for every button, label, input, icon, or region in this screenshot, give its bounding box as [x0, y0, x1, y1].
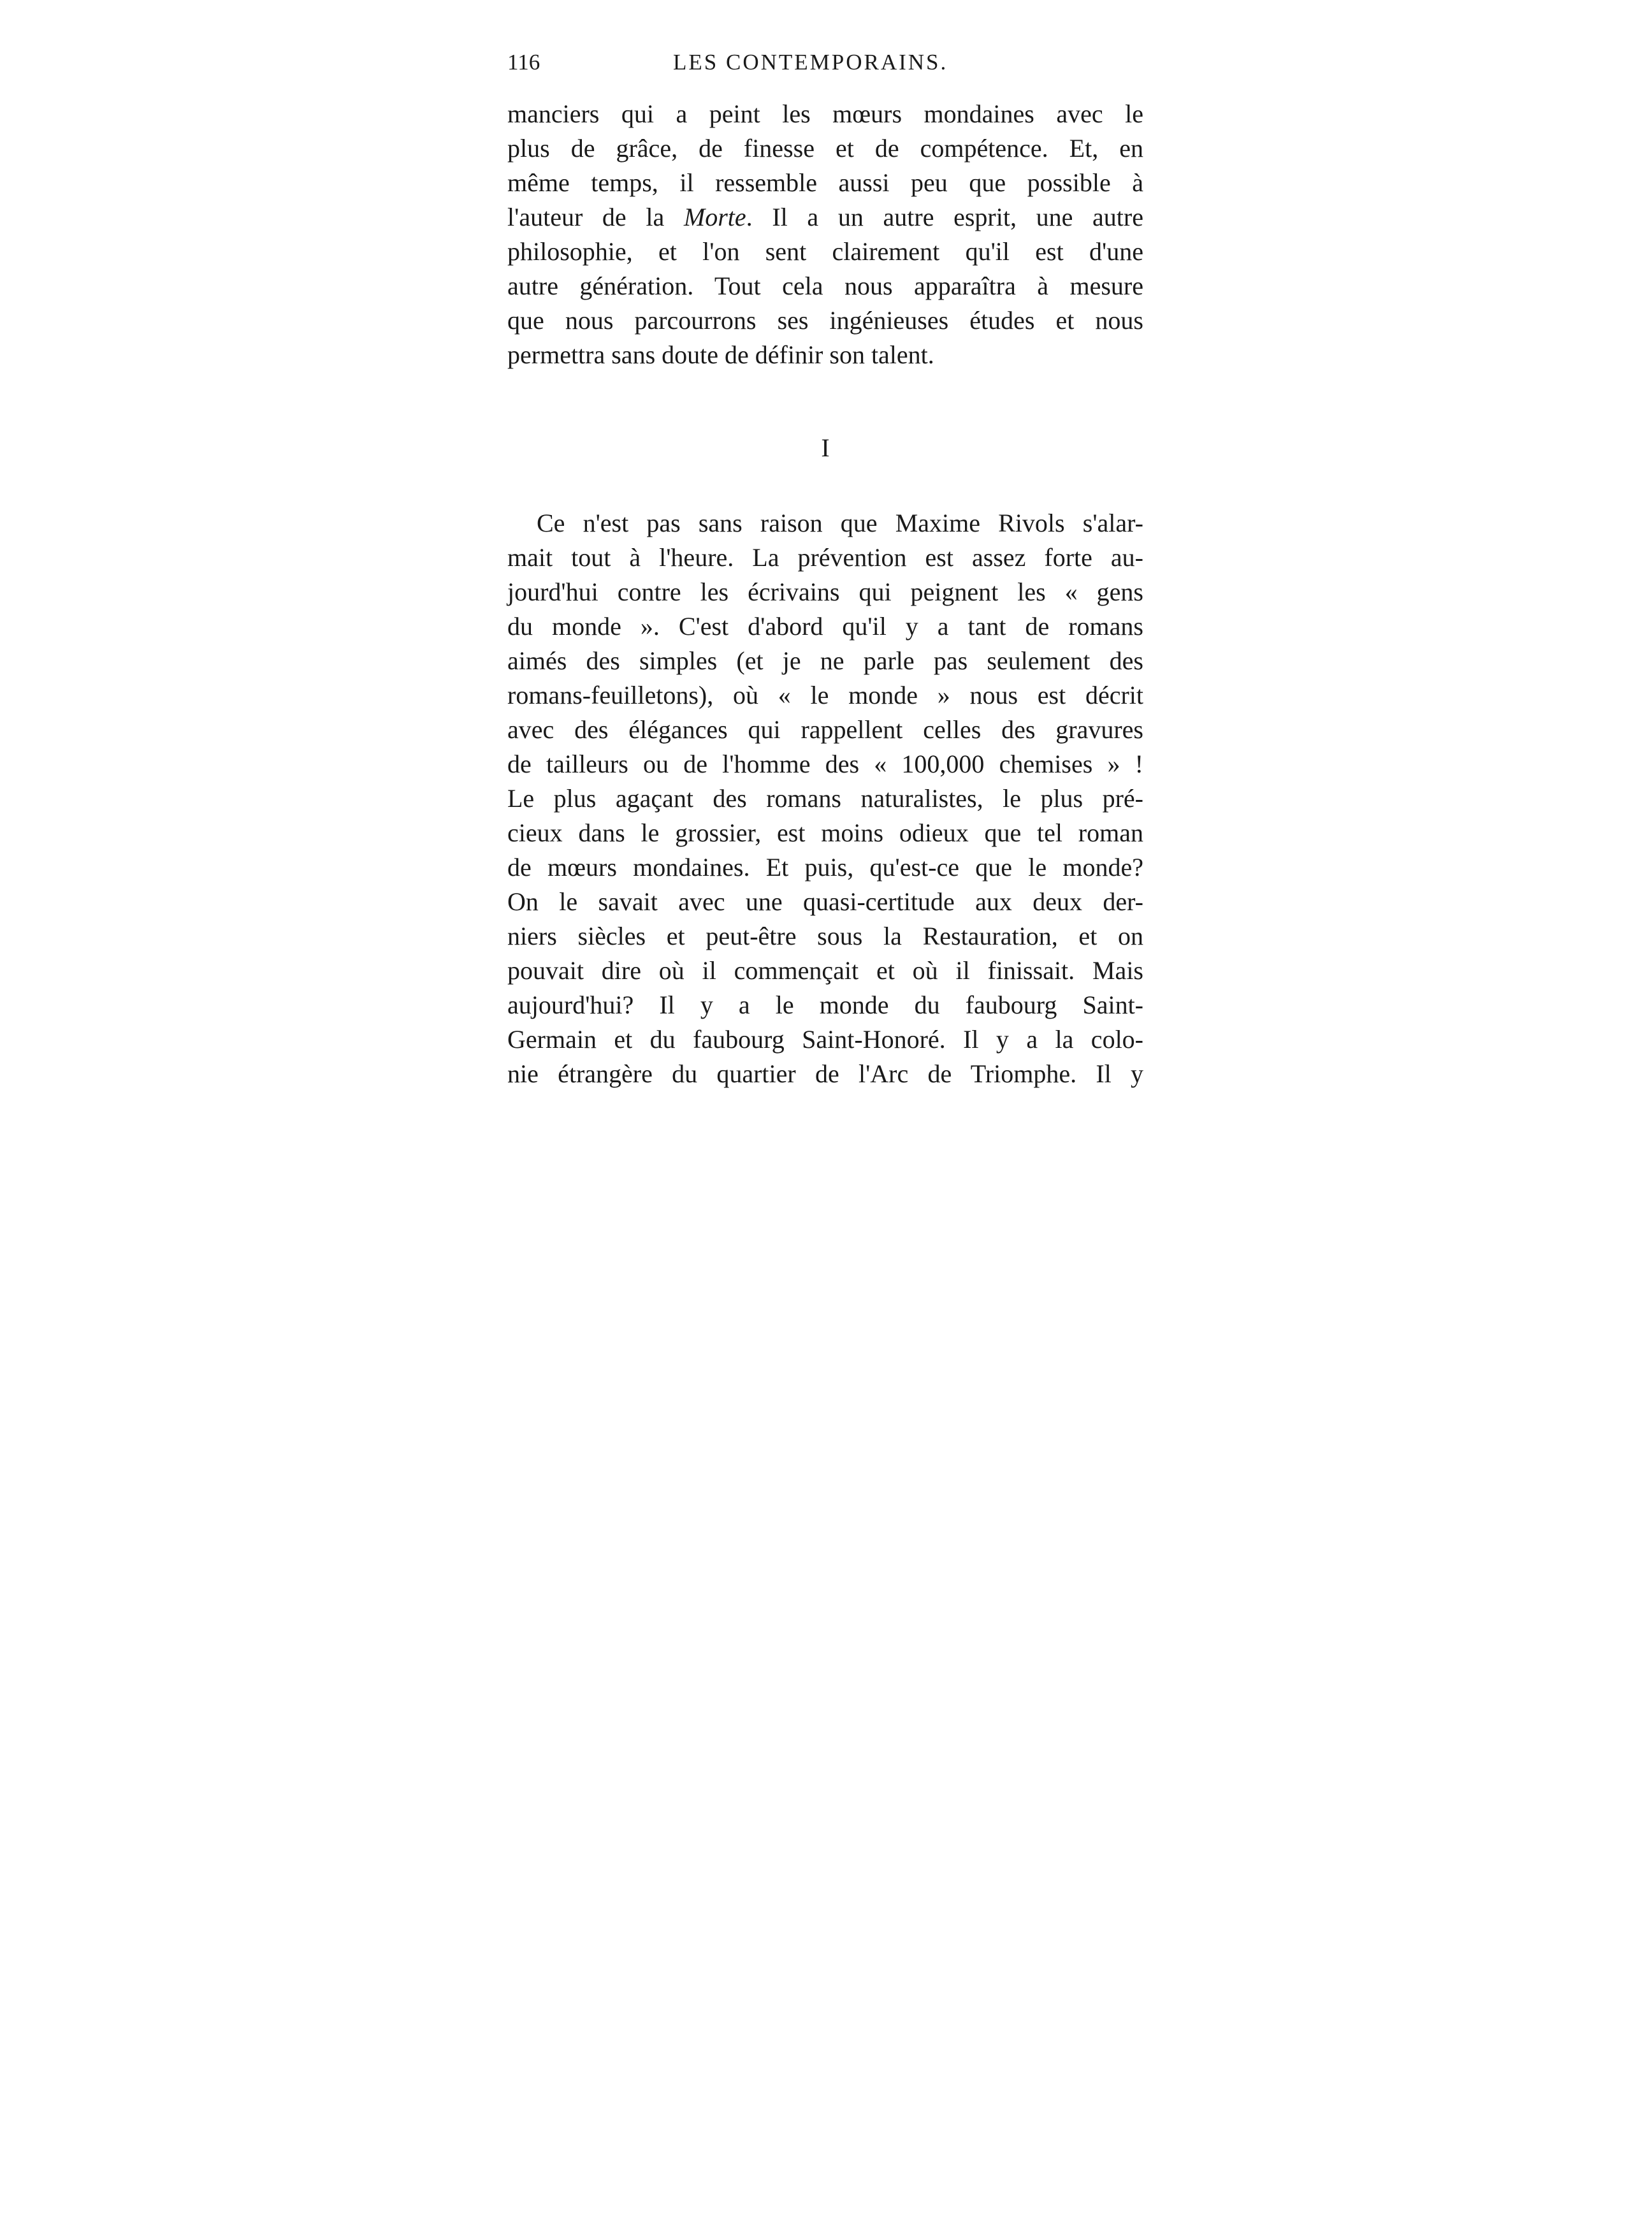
text-line: Germain et du faubourg Saint-Honoré. Il y a la colo- [507, 1025, 1143, 1054]
text-line: philosophie, et l'on sent clairement qu'il est d'une [507, 237, 1143, 266]
text-line: manciers qui a peint les mœurs mondaines avec le [507, 99, 1143, 128]
text-fragment: . Il a un autre esprit, une autre [746, 203, 1143, 231]
text-line: niers siècles et peut-être sous la Restauration, et on [507, 922, 1143, 950]
italic-title: Morte [683, 203, 746, 231]
paragraph-top [507, 97, 1143, 372]
page-number: 116 [507, 50, 540, 75]
text-line-with-italic [507, 200, 1143, 235]
text-line: permettra sans doute de définir son talent. [507, 340, 934, 369]
text-line: plus de grâce, de finesse et de compétence. Et, en [507, 134, 1143, 163]
text-line: de mœurs mondaines. Et puis, qu'est-ce que le monde? [507, 853, 1143, 882]
paragraph-bottom [507, 506, 1143, 1091]
text-line: avec des élégances qui rappellent celles des gravures [507, 715, 1143, 744]
text-line: jourd'hui contre les écrivains qui peignent les « gens [507, 577, 1143, 606]
text-line: aimés des simples (et je ne parle pas seulement des [507, 646, 1143, 675]
text-line: de tailleurs ou de l'homme des « 100,000 chemises » ! [507, 750, 1143, 778]
text-line: Le plus agaçant des romans naturalistes, le plus pré- [507, 784, 1143, 813]
text-line: nie étrangère du quartier de l'Arc de Triomphe. Il y [507, 1059, 1143, 1088]
text-line: aujourd'hui? Il y a le monde du faubourg Saint- [507, 991, 1143, 1019]
text-line: mait tout à l'heure. La prévention est assez forte au- [507, 543, 1143, 572]
text-line: cieux dans le grossier, est moins odieux que tel roman [507, 818, 1143, 847]
text-line: du monde ». C'est d'abord qu'il y a tant de romans [507, 612, 1143, 641]
text-fragment: l'auteur de la [507, 203, 665, 231]
text-line: On le savait avec une quasi-certitude aux deux der- [507, 887, 1143, 916]
text-line: pouvait dire où il commençait et où il finissait. Mais [507, 956, 1143, 985]
text-line: autre génération. Tout cela nous apparaîtra à mesure [507, 272, 1143, 300]
page-header [507, 50, 1143, 88]
text-line: Ce n'est pas sans raison que Maxime Rivols s'alar- [537, 509, 1143, 537]
text-line: romans-feuilletons), où « le monde » nous est décrit [507, 681, 1143, 709]
text-line: que nous parcourrons ses ingénieuses études et nous [507, 306, 1143, 335]
text-line: même temps, il ressemble aussi peu que possible à [507, 168, 1143, 197]
section-numeral: I [821, 433, 830, 462]
running-title: LES CONTEMPORAINS. [673, 50, 948, 75]
